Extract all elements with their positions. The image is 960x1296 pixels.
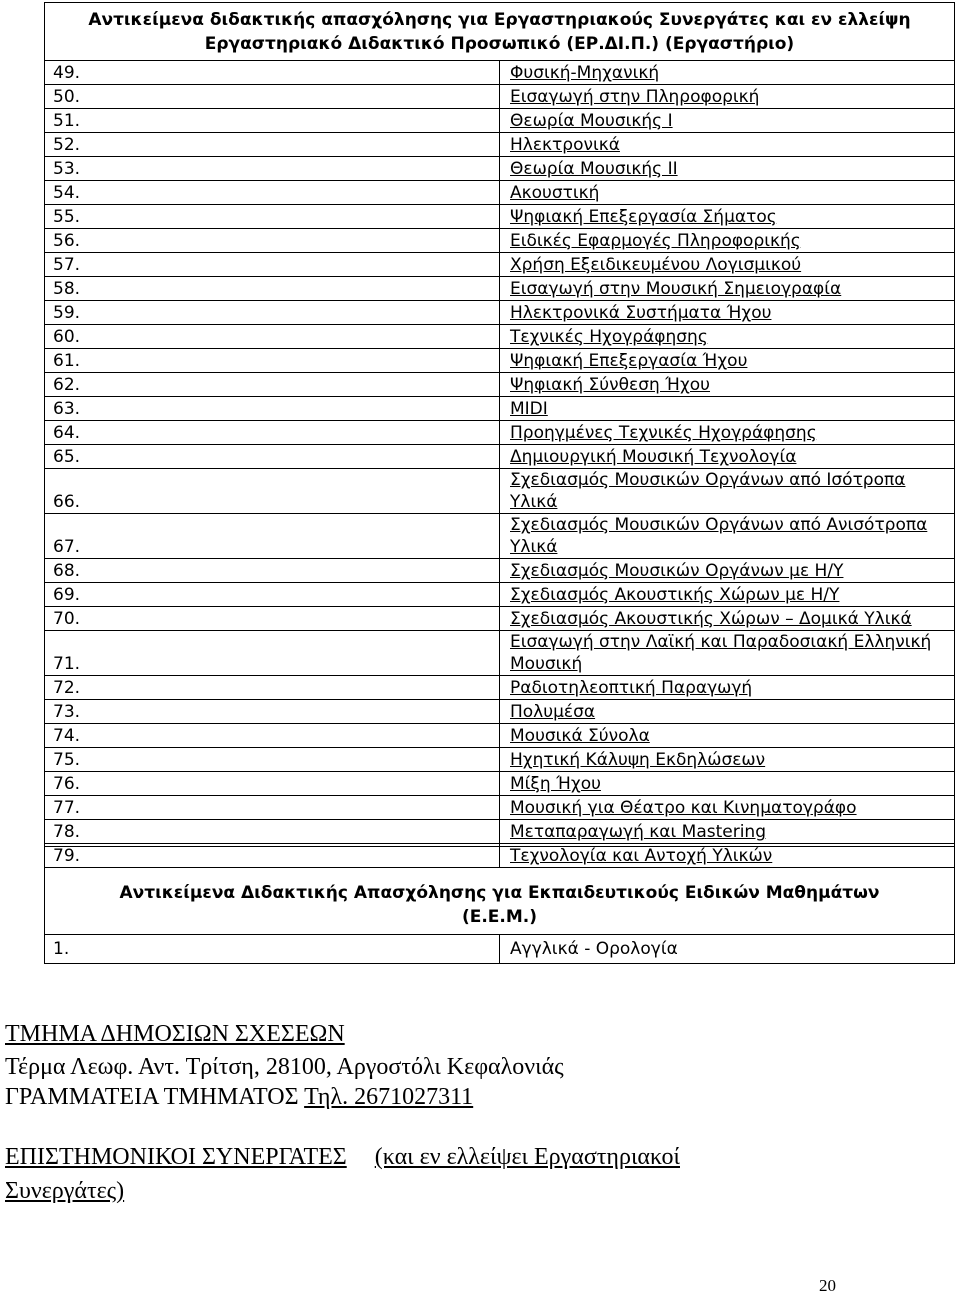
table-row <box>45 421 955 445</box>
table-row <box>45 631 955 676</box>
table-header-row <box>45 847 955 935</box>
table-row <box>45 469 955 514</box>
row-label-cell <box>500 421 955 445</box>
row-label-cell <box>500 157 955 181</box>
row-label-cell <box>500 181 955 205</box>
phone-number: Τηλ. 2671027311 <box>304 1084 474 1110</box>
row-label-cell <box>500 445 955 469</box>
row-label-cell <box>500 253 955 277</box>
row-number: 59. <box>45 301 500 325</box>
secretariat-line <box>5 1083 473 1111</box>
table-row <box>45 700 955 724</box>
row-label-cell <box>500 373 955 397</box>
course-name: Ηλεκτρονικά <box>510 135 620 155</box>
row-label-cell <box>500 676 955 700</box>
row-label-cell <box>500 631 955 676</box>
course-name: Μουσικά Σύνολα <box>510 726 650 746</box>
row-number: 56. <box>45 229 500 253</box>
course-name: Σχεδιασμός Ακουστικής Χώρων με Η/Υ <box>510 585 840 605</box>
table-title: Αντικείμενα διδακτικής απασχόλησης για Εργαστηριακούς Συνεργάτες και εν ελλείψη Εργαστηριακό Διδακτικό Προσωπικό (ΕΡ.ΔΙ.Π.) (Εργαστήριο) <box>45 3 955 61</box>
course-name: Σχεδιασμός Μουσικών Οργάνων από Ισότροπα Υλικά <box>510 470 906 512</box>
table-row <box>45 607 955 631</box>
row-number: 67. <box>45 514 500 559</box>
course-name: Δημιουργική Μουσική Τεχνολογία <box>510 447 797 467</box>
row-label-cell <box>500 349 955 373</box>
table-row <box>45 325 955 349</box>
course-name: Μίξη Ήχου <box>510 774 601 794</box>
course-name: Σχεδιασμός Μουσικών Οργάνων από Ανισότροπα Υλικά <box>510 515 928 557</box>
row-number: 62. <box>45 373 500 397</box>
row-label-cell <box>500 133 955 157</box>
page-number: 20 <box>819 1276 836 1295</box>
row-label-cell <box>500 772 955 796</box>
row-label-cell <box>500 796 955 820</box>
row-number: 49. <box>45 61 500 85</box>
section-note-continued: Συνεργάτες) <box>5 1178 125 1204</box>
row-number: 75. <box>45 748 500 772</box>
course-name: Τεχνολογία και Αντοχή Υλικών <box>510 846 773 866</box>
row-number: 79. <box>45 844 500 868</box>
table-row <box>45 514 955 559</box>
row-label-cell <box>500 559 955 583</box>
row-number: 60. <box>45 325 500 349</box>
table-row <box>45 349 955 373</box>
row-number: 74. <box>45 724 500 748</box>
course-name: Τεχνικές Ηχογράφησης <box>510 327 708 347</box>
row-label-cell <box>500 469 955 514</box>
table-row <box>45 157 955 181</box>
table-row <box>45 397 955 421</box>
table-row <box>45 277 955 301</box>
row-number: 69. <box>45 583 500 607</box>
row-label-cell <box>500 277 955 301</box>
row-label-cell <box>500 820 955 844</box>
course-name: Προηγμένες Τεχνικές Ηχογράφησης <box>510 423 817 443</box>
row-number: 70. <box>45 607 500 631</box>
row-number: 53. <box>45 157 500 181</box>
row-label-cell <box>500 583 955 607</box>
row-label-cell <box>500 514 955 559</box>
row-number: 78. <box>45 820 500 844</box>
table-row <box>45 301 955 325</box>
row-number: 51. <box>45 109 500 133</box>
laboratory-courses-table <box>44 2 955 868</box>
row-number: 61. <box>45 349 500 373</box>
table-row <box>45 772 955 796</box>
course-name: Εισαγωγή στην Λαϊκή και Παραδοσιακή Ελληνική Μουσική <box>510 632 932 674</box>
table-row <box>45 748 955 772</box>
table-row <box>45 85 955 109</box>
row-label-cell <box>500 700 955 724</box>
row-number: 66. <box>45 469 500 514</box>
course-name: Θεωρία Μουσικής Ι <box>510 111 673 131</box>
course-name: Εισαγωγή στην Μουσική Σημειογραφία <box>510 279 842 299</box>
table-title-text: Αντικείμενα Διδακτικής Απασχόλησης για Εκπαιδευτικούς Ειδικών Μαθημάτων (Ε.Ε.Μ.) <box>119 883 880 927</box>
course-name: Σχεδιασμός Μουσικών Οργάνων με Η/Υ <box>510 561 844 581</box>
row-number: 65. <box>45 445 500 469</box>
course-name: Ηλεκτρονικά Συστήματα Ήχου <box>510 303 772 323</box>
table-row <box>45 445 955 469</box>
table-row <box>45 229 955 253</box>
row-label-cell <box>500 85 955 109</box>
row-label-cell <box>500 109 955 133</box>
row-label-cell <box>500 205 955 229</box>
secretariat-label: ΓΡΑΜΜΑΤΕΙΑ ΤΜΗΜΑΤΟΣ <box>5 1084 299 1110</box>
table-row <box>45 559 955 583</box>
table-row <box>45 796 955 820</box>
row-label-cell <box>500 607 955 631</box>
row-number: 50. <box>45 85 500 109</box>
course-name: Ηχητική Κάλυψη Εκδηλώσεων <box>510 750 766 770</box>
course-name: Θεωρία Μουσικής ΙΙ <box>510 159 678 179</box>
course-name: Ραδιοτηλεοπτική Παραγωγή <box>510 678 753 698</box>
row-label-cell <box>500 935 955 964</box>
row-number: 1. <box>45 935 500 964</box>
row-number: 76. <box>45 772 500 796</box>
table-row <box>45 935 955 964</box>
course-name: Ειδικές Εφαρμογές Πληροφορικής <box>510 231 801 251</box>
table-header-row <box>45 3 955 61</box>
course-name: Ακουστική <box>510 183 600 203</box>
table-row <box>45 61 955 85</box>
course-name: Αγγλικά - Ορολογία <box>510 939 678 959</box>
course-name: Σχεδιασμός Ακουστικής Χώρων – Δομικά Υλικά <box>510 609 912 629</box>
department-address: Τέρμα Λεωφ. Αντ. Τρίτση, 28100, Αργοστόλι Κεφαλονιάς <box>5 1054 564 1080</box>
course-name: Μεταπαραγωγή και Mastering <box>510 822 766 842</box>
row-label-cell <box>500 301 955 325</box>
course-name: Φυσική-Μηχανική <box>510 63 660 83</box>
table-row <box>45 205 955 229</box>
section-title: ΕΠΙΣΤΗΜΟΝΙΚΟΙ ΣΥΝΕΡΓΑΤΕΣ <box>5 1144 347 1170</box>
row-label-cell <box>500 229 955 253</box>
section-note: (και εν ελλείψει Εργαστηριακοί <box>374 1144 680 1170</box>
department-name: ΤΜΗΜΑ ΔΗΜΟΣΙΩΝ ΣΧΕΣΕΩΝ <box>5 1021 345 1047</box>
course-name: Εισαγωγή στην Πληροφορική <box>510 87 760 107</box>
row-number: 52. <box>45 133 500 157</box>
row-number: 77. <box>45 796 500 820</box>
section-heading <box>5 1143 680 1171</box>
course-name: Ψηφιακή Επεξεργασία Ήχου <box>510 351 748 371</box>
table-row <box>45 133 955 157</box>
row-number: 72. <box>45 676 500 700</box>
row-label-cell <box>500 724 955 748</box>
row-number: 57. <box>45 253 500 277</box>
row-number: 58. <box>45 277 500 301</box>
table-row <box>45 373 955 397</box>
table-row <box>45 181 955 205</box>
row-label-cell <box>500 325 955 349</box>
row-number: 73. <box>45 700 500 724</box>
row-number: 68. <box>45 559 500 583</box>
table-row <box>45 253 955 277</box>
table-row <box>45 583 955 607</box>
row-number: 64. <box>45 421 500 445</box>
course-name: Πολυμέσα <box>510 702 596 722</box>
table-row <box>45 820 955 844</box>
row-label-cell <box>500 748 955 772</box>
table-row <box>45 676 955 700</box>
course-name: Ψηφιακή Σύνθεση Ήχου <box>510 375 711 395</box>
course-name: Χρήση Εξειδικευμένου Λογισμικού <box>510 255 802 275</box>
row-number: 55. <box>45 205 500 229</box>
table-row <box>45 109 955 133</box>
row-number: 71. <box>45 631 500 676</box>
course-name: Μουσική για Θέατρο και Κινηματογράφο <box>510 798 857 818</box>
special-subjects-table <box>44 846 955 964</box>
table-title <box>45 847 955 935</box>
course-name: MIDI <box>510 399 548 419</box>
row-label-cell <box>500 61 955 85</box>
table-row <box>45 724 955 748</box>
row-number: 63. <box>45 397 500 421</box>
course-name: Ψηφιακή Επεξεργασία Σήματος <box>510 207 777 227</box>
row-label-cell <box>500 397 955 421</box>
row-number: 54. <box>45 181 500 205</box>
